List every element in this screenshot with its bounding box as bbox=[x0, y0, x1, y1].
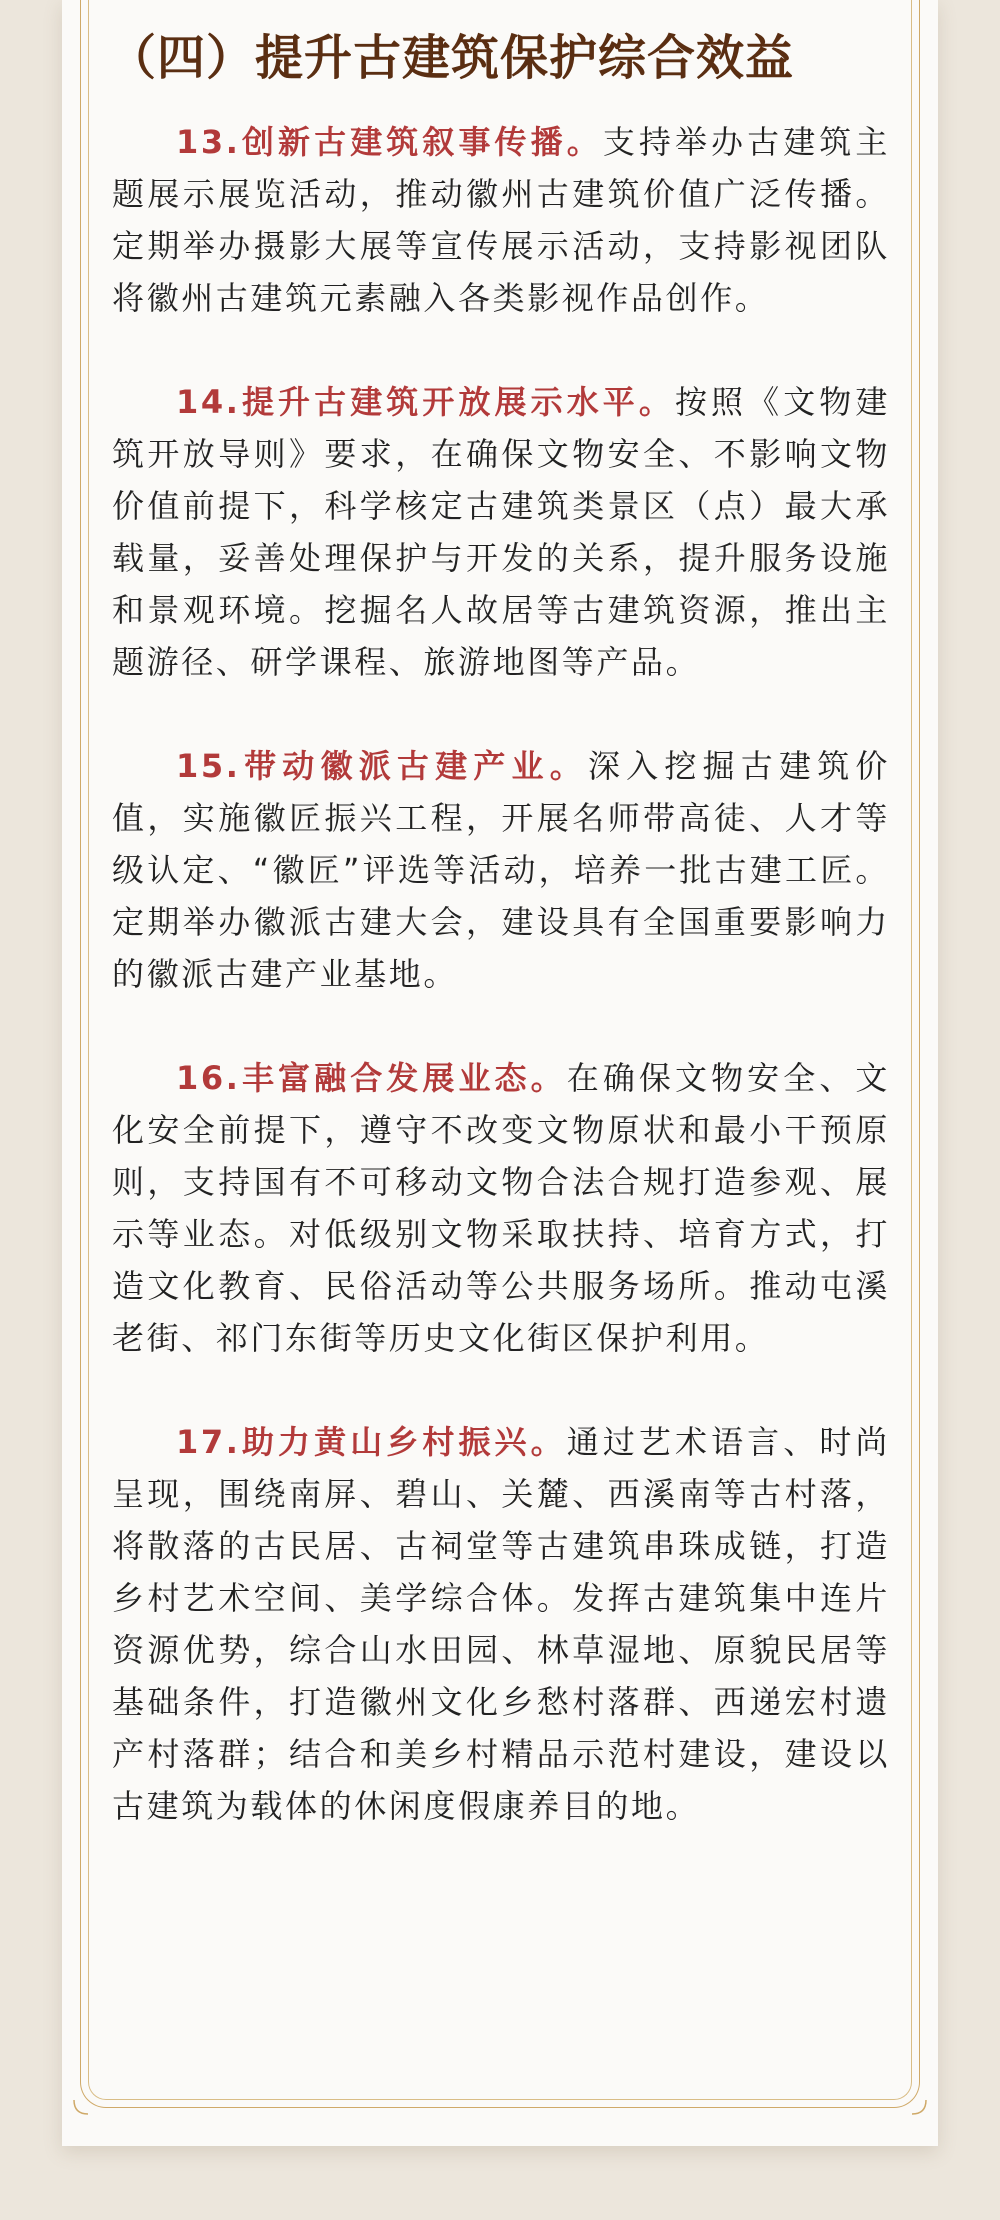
item-16-heading: 16.丰富融合发展业态。 bbox=[176, 1059, 567, 1097]
item-15-heading: 15.带动徽派古建产业。 bbox=[176, 747, 588, 785]
article-card bbox=[62, 0, 938, 2146]
frame-corner-ornament-icon bbox=[910, 2098, 928, 2116]
item-16-paragraph bbox=[112, 1052, 890, 1364]
item-13-body: 支持举办古建筑主题展示展览活动，推动徽州古建筑价值广泛传播。定期举办摄影大展等宣传展示活动，支持影视团队将徽州古建筑元素融入各类影视作品创作。 bbox=[112, 123, 890, 317]
item-14-body: 按照《文物建筑开放导则》要求，在确保文物安全、不影响文物价值前提下，科学核定古建筑类景区（点）最大承载量，妥善处理保护与开发的关系，提升服务设施和景观环境。挖掘名人故居等古建筑资源，推出主题游径、研学课程、旅游地图等产品。 bbox=[112, 383, 890, 681]
item-16-body: 在确保文物安全、文化安全前提下，遵守不改变文物原状和最小干预原则，支持国有不可移动文物合法合规打造参观、展示等业态。对低级别文物采取扶持、培育方式，打造文化教育、民俗活动等公共服务场所。推动屯溪老街、祁门东街等历史文化街区保护利用。 bbox=[112, 1059, 891, 1357]
item-13-paragraph bbox=[112, 116, 890, 324]
item-15-body: 深入挖掘古建筑价值，实施徽匠振兴工程，开展名师带高徒、人才等级认定、“徽匠”评选等活动，培养一批古建工匠。定期举办徽派古建大会，建设具有全国重要影响力的徽派古建产业基地。 bbox=[112, 747, 890, 993]
item-17-body: 通过艺术语言、时尚呈现，围绕南屏、碧山、关麓、西溪南等古村落，将散落的古民居、古祠堂等古建筑串珠成链，打造乡村艺术空间、美学综合体。发挥古建筑集中连片资源优势，综合山水田园、林草湿地、原貌民居等基础条件，打造徽州文化乡愁村落群、西递宏村遗产村落群；结合和美乡村精品示范村建设，建设以古建筑为载体的休闲度假康养目的地。 bbox=[112, 1423, 891, 1825]
section-title: （四）提升古建筑保护综合效益 bbox=[108, 30, 795, 86]
item-17-paragraph bbox=[112, 1416, 890, 1832]
item-13-heading: 13.创新古建筑叙事传播。 bbox=[176, 123, 603, 161]
item-15-paragraph bbox=[112, 740, 890, 1000]
item-14-paragraph bbox=[112, 376, 890, 688]
item-17-heading: 17.助力黄山乡村振兴。 bbox=[176, 1423, 567, 1461]
item-14-heading: 14.提升古建筑开放展示水平。 bbox=[176, 383, 675, 421]
frame-corner-ornament-icon bbox=[72, 2098, 90, 2116]
article-content bbox=[108, 0, 891, 1832]
